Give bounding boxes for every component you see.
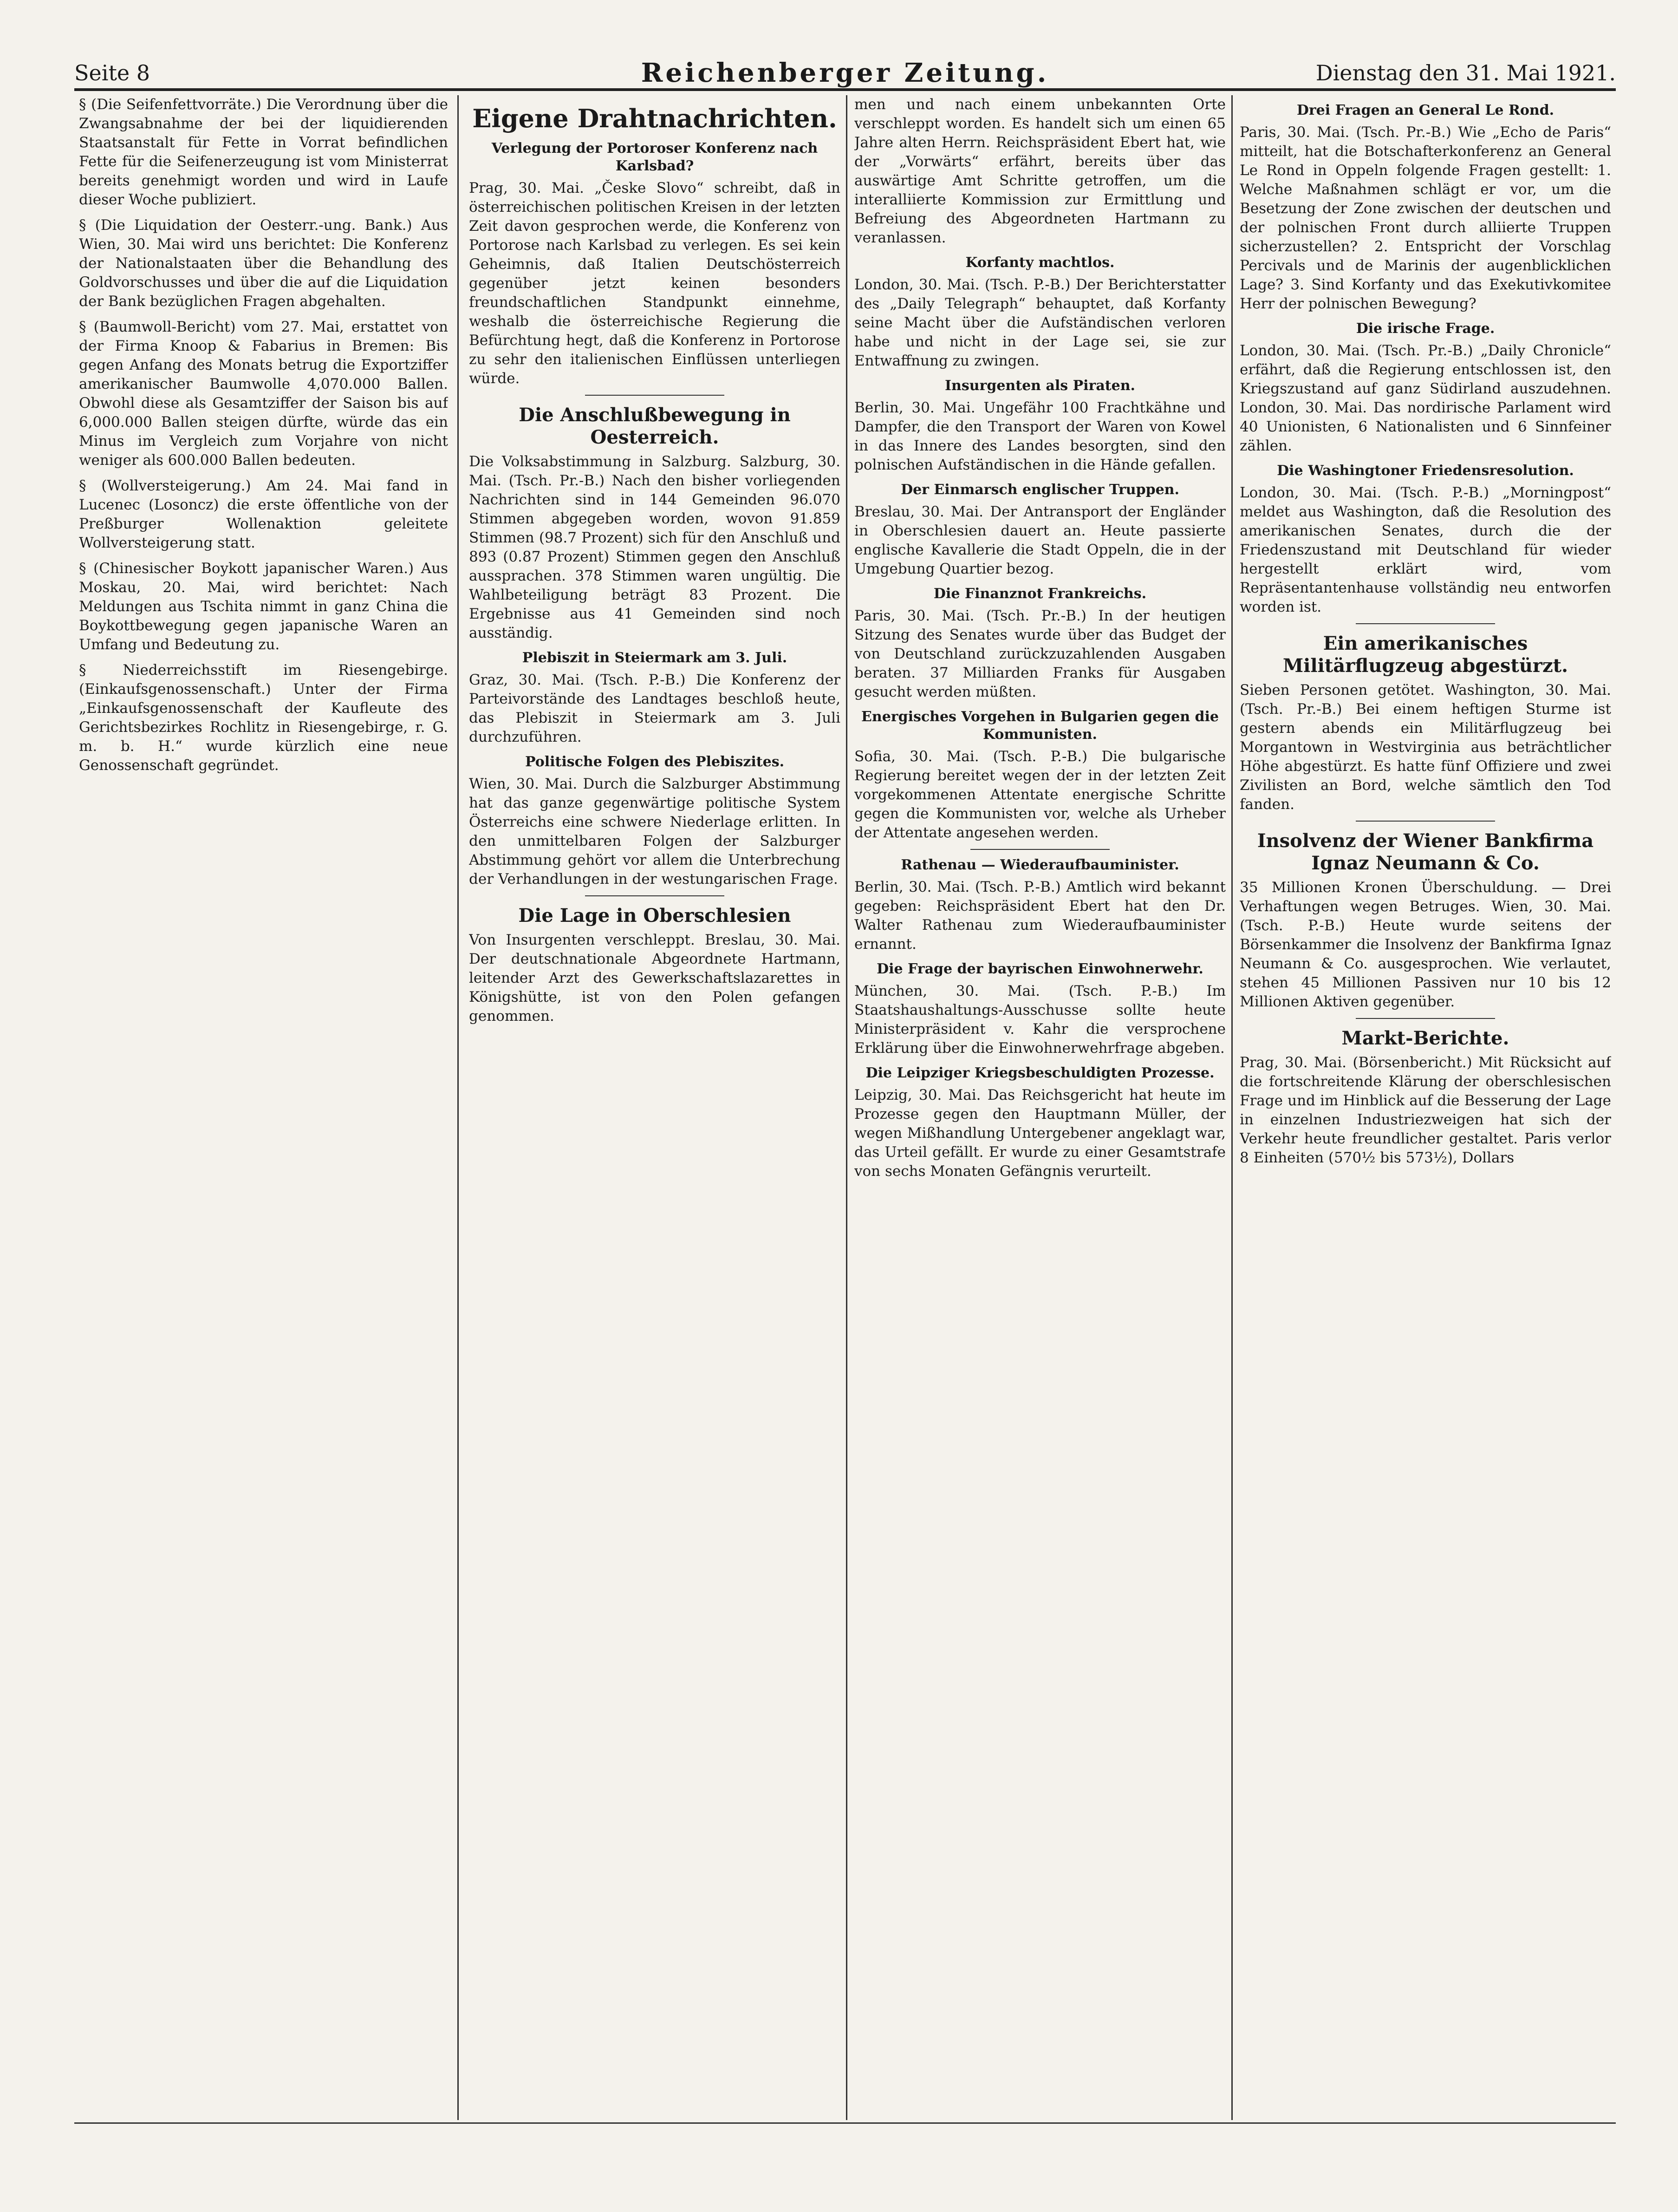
article-heading: Ein amerikanisches Militärflugzeug abgestürzt. xyxy=(1282,633,1568,677)
article-heading: Die Frage der bayrischen Einwohnerwehr. xyxy=(877,961,1203,977)
news-item: § (Baumwoll-Bericht) vom 27. Mai, erstattet von der Firma Knoop & Fabarius in Bremen: Bis gegen Anfang des Monats betrug die Exportziffer amerikanischer Baumwolle 4,070.000 Ballen. Obwohl diese als Gesamtziffer der Saison bis auf 6,000.000 Ballen steigen dürfte, würde das ein Minus im Vergleich zum Vorjahre von nicht weniger als 600.000 Ballen bedeuten. xyxy=(79,319,448,469)
article-text: München, 30. Mai. (Tsch. P.-B.) Im Staatshaushaltungs-Ausschusse sollte heute Ministerpräsident v. Kahr die versprochene Erklärung über die Einwohnerwehrfrage abgeben. xyxy=(854,983,1226,1057)
news-item: § Niederreichsstift im Riesengebirge. (Einkaufsgenossenschaft.) Unter der Firma „Einkaufsgenossenschaft der Kaufleute des Gerichtsbezirkes Rochlitz in Riesengebirge, r. G. m. b. H.“ wurde kürzlich eine neue Genossenschaft gegründet. xyxy=(79,662,448,774)
separator xyxy=(585,395,724,396)
article-text: London, 30. Mai. (Tsch. P.-B.) „Morningpost“ meldet aus Washington, daß die Resolution des amerikanischen Senates, durch die der Friedenszustand mit Deutschland für wieder hergestellt erklärt wird, vom Repräsentantenhause vollständig neu entworfen worden ist. xyxy=(1240,484,1611,615)
article-text: Die Volksabstimmung in Salzburg. Salzburg, 30. Mai. (Tsch. Pr.-B.) Nach den bisher vorliegenden Nachrichten sind in 144 Gemeinden 96.070 Stimmen abgegeben worden, wovon 91.859 Stimmen (98.7 Prozent) sich für den Anschluß und 893 (0.87 Prozent) Stimmen gegen den Anschluß aussprachen. 378 Stimmen waren ungültig. Die Wahlbeteiligung beträgt 83 Prozent. Die Ergebnisse aus 41 Gemeinden sind noch ausständig. xyxy=(469,453,840,641)
article-text: Berlin, 30. Mai. Ungefähr 100 Frachtkähne und Dampfer, die den Transport der Waren von Kowel in das Innere des Landes besorgten, sind den polnischen Aufständischen in die Hände gefallen. xyxy=(854,399,1226,473)
article-heading: Markt-Berichte. xyxy=(1341,1027,1509,1049)
article-heading: Energisches Vorgehen in Bulgarien gegen die Kommunisten. xyxy=(861,709,1219,743)
article-text: Prag, 30. Mai. (Börsenbericht.) Mit Rücksicht auf die fortschreitende Klärung der oberschlesischen Frage und im Hinblick auf die Besserung der Lage in einzelnen Industriezweigen hat sich der Verkehr heute freundlicher gestaltet. Paris verlor 8 Einheiten (570½ bis 573½), Dollars xyxy=(1240,1054,1611,1166)
article-text: Wien, 30. Mai. Durch die Salzburger Abstimmung hat das ganze gegenwärtige politische System Österreichs eine schwere Niederlage erlitten. In den unmittelbaren Folgen der Salzburger Abstimmung gehört vor allem die Unterbrechung der Verhandlungen in der westungarischen Frage. xyxy=(469,776,840,887)
article-text: 35 Millionen Kronen Überschuldung. — Drei Verhaftungen wegen Betruges. Wien, 30. Mai. (Tsch. P.-B.) Heute wurde seitens der Börsenkammer die Insolvenz der Bankfirma Ignaz Neumann & Co. ausgesprochen. Wie verlautet, stehen 45 Millionen Passiven nur 10 bis 12 Millionen Aktiven gegenüber. xyxy=(1240,879,1611,1010)
article-text: Paris, 30. Mai. (Tsch. Pr.-B.) Wie „Echo de Paris“ mitteilt, hat die Botschafterkonferenz an General Le Rond in Oppeln folgende Fragen gestellt: 1. Welche Maßnahmen schlägt er vor, um die Besetzung der Zone zwischen der deutschen und der polnischen Front durch alliierte Truppen sicherzustellen? 2. Entspricht der Vorschlag Percivals und de Marinis der augenblicklichen Lage? 3. Sind Korfanty und das Exekutivkomitee Herr der polnischen Bewegung? xyxy=(1240,124,1611,312)
masthead xyxy=(74,60,1616,91)
column-rule xyxy=(846,95,847,2120)
column-2 xyxy=(469,95,840,2120)
article-heading: Insurgenten als Piraten. xyxy=(945,378,1135,394)
article-text: Graz, 30. Mai. (Tsch. P.-B.) Die Konferenz der Parteivorstände des Landtages beschloß heute, das Plebiszit in Steiermark am 3. Juli durchzuführen. xyxy=(469,672,840,745)
article-heading: Drei Fragen an General Le Rond. xyxy=(1296,102,1554,118)
separator xyxy=(1356,1018,1495,1019)
article-text: Berlin, 30. Mai. (Tsch. P.-B.) Amtlich wird bekannt gegeben: Reichspräsident Ebert hat den Dr. Walter Rathenau zum Wiederaufbauminister ernannt. xyxy=(854,879,1226,953)
article-heading: Die Washingtoner Friedensresolution. xyxy=(1277,463,1574,479)
column-1 xyxy=(79,95,448,2120)
article-text: London, 30. Mai. (Tsch. P.-B.) Der Berichterstatter des „Daily Telegraph“ behauptet, daß Korfanty seine Macht über die Aufständischen verloren habe und nicht in der Lage sei, sie zur Entwaffnung zu zwingen. xyxy=(854,276,1226,369)
article-heading: Die Leipziger Kriegsbeschuldigten Prozesse. xyxy=(865,1065,1215,1081)
article-heading: Politische Folgen des Plebiszites. xyxy=(525,754,785,770)
separator xyxy=(1356,821,1495,822)
article-heading: Plebiszit in Steiermark am 3. Juli. xyxy=(522,650,787,666)
news-item: § (Die Liquidation der Oesterr.-ung. Bank.) Aus Wien, 30. Mai wird uns berichtet: Die Konferenz der Nationalstaaten über die Behandlung des Goldvorschusses und über die auf die Liquidation der Bank bezüglichen Fragen abgehalten. xyxy=(79,217,448,310)
article-text: Von Insurgenten verschleppt. Breslau, 30. Mai. Der deutschnationale Abgeordnete Hartmann, leitender Arzt des Gewerkschaftslazarettes in Königshütte, ist von den Polen gefangen genommen. xyxy=(469,932,840,1024)
article-heading: Die Finanznot Frankreichs. xyxy=(933,586,1147,602)
column-4 xyxy=(1240,95,1611,2120)
article-heading: Der Einmarsch englischer Truppen. xyxy=(901,482,1179,498)
article-text: men und nach einem unbekannten Orte verschleppt worden. Es handelt sich um einen 65 Jahre alten Herrn. Reichspräsident Ebert hat, wie der „Vorwärts“ erfährt, bereits über das auswärtige Amt Schritte getroffen, um die interalliierte Kommission zur Ermittlung und Befreiung des Abgeordneten Hartmann zu veranlassen. xyxy=(854,96,1226,246)
news-item: § (Die Seifenfettvorräte.) Die Verordnung über die Zwangsabnahme der bei der liquidierenden Staatsanstalt für Fette in Vorrat befindlichen Fette für die Seifenerzeugung ist vom Ministerrat bereits genehmigt worden und wird in Laufe dieser Woche publiziert. xyxy=(79,96,448,208)
article-text: Leipzig, 30. Mai. Das Reichsgericht hat heute im Prozesse gegen den Hauptmann Müller, der wegen Mißhandlung Untergebener angeklagt war, das Urteil gefällt. Er wurde zu einer Gesamtstrafe von sechs Monaten Gefängnis verurteilt. xyxy=(854,1087,1226,1180)
article-text: Sofia, 30. Mai. (Tsch. P.-B.) Die bulgarische Regierung bereitet wegen der in der letzten Zeit vorgekommenen Attentate energische Schritte gegen die Kommunisten vor, welche als Urheber der Attentate angesehen werden. xyxy=(854,748,1226,841)
article-text: Paris, 30. Mai. (Tsch. Pr.-B.) In der heutigen Sitzung des Senates wurde über das Budget der von Deutschland zurückzuzahlenden Ausgaben beraten. 37 Milliarden Franks für Ausgaben gesucht werden müßten. xyxy=(854,607,1226,700)
article-text: Sieben Personen getötet. Washington, 30. Mai. (Tsch. Pr.-B.) Bei einem heftigen Sturme ist gestern abends ein Militärflugzeug bei Morgantown in Westvirginia aus beträchtlicher Höhe abgestürzt. Es hatte fünf Offiziere und zwei Zivilisten an Bord, welche sämtlich den Tod fanden. xyxy=(1240,682,1611,813)
article-heading: Rathenau — Wiederaufbauminister. xyxy=(901,857,1179,873)
column-rule xyxy=(457,95,459,2120)
section-title: Eigene Drahtnachrichten. xyxy=(472,104,837,133)
article-heading: Die irische Frage. xyxy=(1356,320,1495,337)
article-text: Breslau, 30. Mai. Der Antransport der Engländer in Oberschlesien dauert an. Heute passierte englische Kavallerie die Stadt Oppeln, die in der Umgebung Quartier bezog. xyxy=(854,503,1226,577)
newspaper-title: Reichenberger Zeitung. xyxy=(641,58,1049,88)
separator xyxy=(1356,623,1495,624)
column-rule xyxy=(1231,95,1233,2120)
article-heading: Verlegung der Portoroser Konferenz nach Karlsbad? xyxy=(491,140,818,174)
article-heading: Die Lage in Oberschlesien xyxy=(518,905,791,927)
page-number: Seite 8 xyxy=(74,60,150,85)
news-item: § (Chinesischer Boykott japanischer Waren.) Aus Moskau, 20. Mai, wird berichtet: Nach Meldungen aus Tschita nimmt in ganz China die Boykottbewegung gegen japanische Waren an Umfang und Bedeutung zu. xyxy=(79,560,448,653)
news-item: § (Wollversteigerung.) Am 24. Mai fand in Lucenec (Losoncz) die erste öffentliche von der Preßburger Wollenaktion geleitete Wollversteigerung statt. xyxy=(79,477,448,551)
bottom-rule xyxy=(74,2122,1616,2124)
column-3 xyxy=(854,95,1226,2120)
article-heading: Insolvenz der Wiener Bankfirma Ignaz Neumann & Co. xyxy=(1257,830,1594,874)
article-heading: Die Anschlußbewegung in Oesterreich. xyxy=(519,404,791,448)
separator xyxy=(585,895,724,896)
article-heading: Korfanty machtlos. xyxy=(965,254,1115,271)
article-text: London, 30. Mai. (Tsch. Pr.-B.) „Daily Chronicle“ erfährt, daß die Regierung entschlossen ist, den Kriegszustand auf ganz Südirland auszudehnen. London, 30. Mai. Das nordirische Parlament wird 40 Unionisten, 6 Nationalisten und 6 Sinnfeiner zählen. xyxy=(1240,342,1611,454)
issue-date: Dienstag den 31. Mai 1921. xyxy=(1315,60,1616,85)
article-text: Prag, 30. Mai. „Česke Slovo“ schreibt, daß in österreichischen politischen Kreisen in der letzten Zeit davon gesprochen werde, die Konferenz von Portorose nach Karlsbad zu verlegen. Es sei kein Geheimnis, daß Italien Deutschösterreich gegenüber jetzt keinen besonders freundschaftlichen Standpunkt einnehme, weshalb die österreichische Regierung die Befürchtung hegt, daß die Konferenz in Portorose zu sehr den italienischen Einflüssen unterliegen würde. xyxy=(469,180,840,387)
separator xyxy=(970,849,1110,850)
